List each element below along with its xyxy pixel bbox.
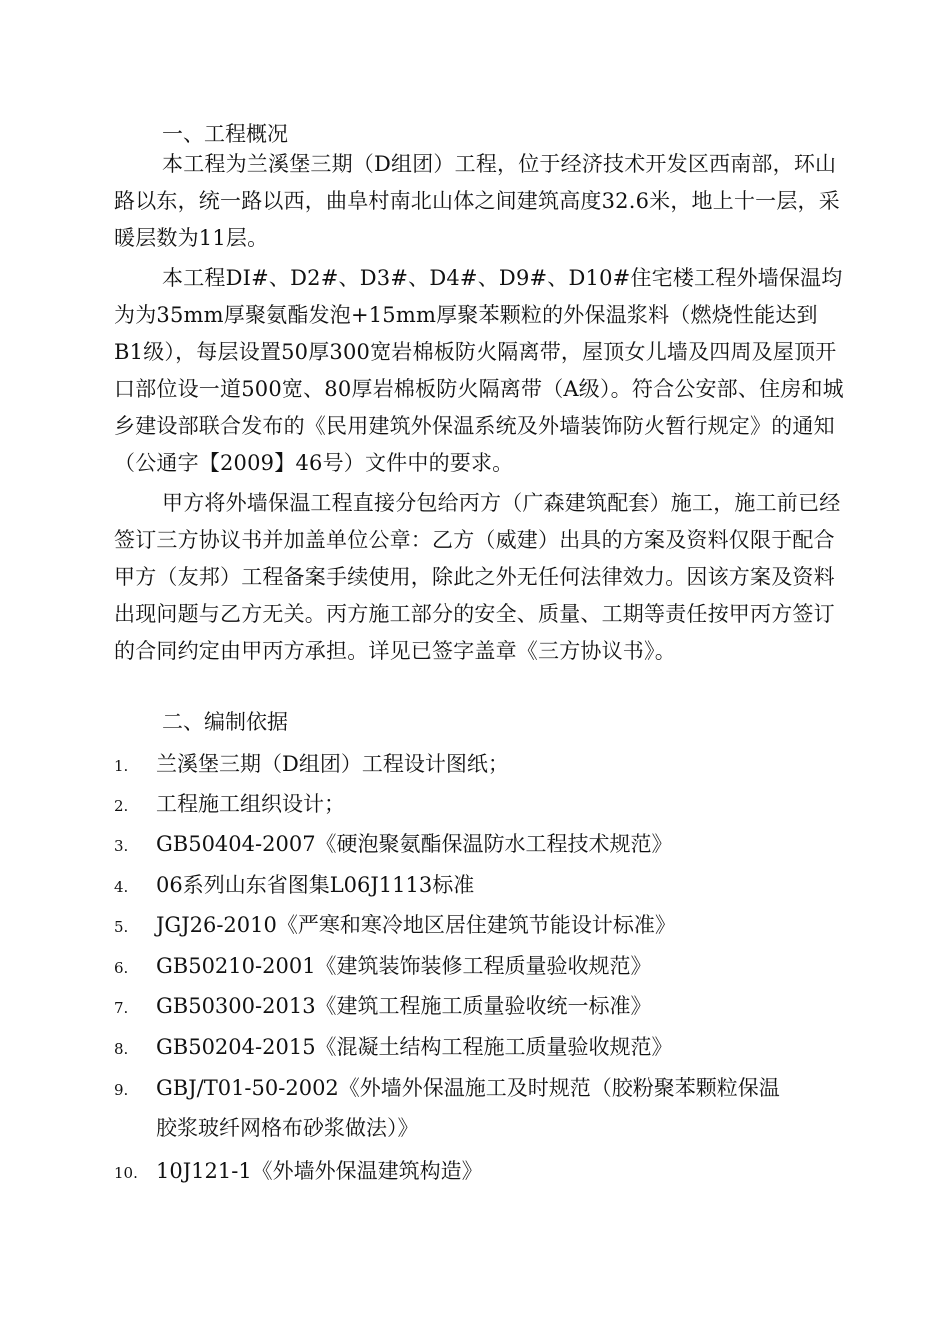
- section-heading-basis: 二、编制依据: [162, 710, 288, 734]
- list-item: [114, 1155, 483, 1185]
- list-item-number: 9.: [114, 1081, 129, 1099]
- list-item: [114, 828, 673, 858]
- list-item-number: 5.: [114, 918, 129, 936]
- list-item-text: JGJ26-2010《严寒和寒冷地区居住建筑节能设计标准》: [156, 913, 676, 937]
- list-item-number: 7.: [114, 999, 129, 1017]
- paragraph-contract-terms: 甲方将外墙保温工程直接分包给丙方（广森建筑配套）施工，施工前已经签订三方协议书并加盖单位公章：乙方（威建）出具的方案及资料仅限于配合甲方（友邦）工程备案手续使用，除此之外无任何法律效力。因该方案及资料出现问题与乙方无关。丙方施工部分的安全、质量、工期等责任按甲丙方签订的合同约定由甲丙方承担。详见已签字盖章《三方协议书》。: [114, 491, 841, 663]
- list-item-text: GB50300-2013《建筑工程施工质量验收统一标准》: [156, 994, 652, 1018]
- list-item-text: GB50204-2015《混凝土结构工程施工质量验收规范》: [156, 1035, 673, 1059]
- list-item-number: 2.: [114, 797, 129, 815]
- list-item-text: GB50404-2007《硬泡聚氨酯保温防水工程技术规范》: [156, 832, 673, 856]
- list-item: [114, 1072, 780, 1102]
- list-item-number: 8.: [114, 1040, 129, 1058]
- paragraph-insulation-spec: 本工程DI#、D2#、D3#、D4#、D9#、D10#住宅楼工程外墙保温均为为35mm厚聚氨酯发泡+15mm厚聚苯颗粒的外保温浆料（燃烧性能达到B1级），每层设置50厚300宽岩棉板防火隔离带，屋顶女儿墙及四周及屋顶开口部位设一道500宽、80厚岩棉板防火隔离带（A级）。符合公安部、住房和城乡建设部联合发布的《民用建筑外保温系统及外墙装饰防火暂行规定》的通知（公通字【2009】46号）文件中的要求。: [114, 266, 844, 475]
- list-item: [114, 748, 509, 778]
- list-item-number: 1.: [114, 757, 129, 775]
- list-item-text: 兰溪堡三期（D组团）工程设计图纸；: [156, 752, 509, 776]
- list-item: [114, 1031, 673, 1061]
- list-item-number: 3.: [114, 837, 129, 855]
- list-item: [114, 950, 652, 980]
- paragraph-project-location: 本工程为兰溪堡三期（D组团）工程，位于经济技术开发区西南部，环山路以东，统一路以西，曲阜村南北山体之间建筑高度32.6米，地上十一层，采暖层数为11层。: [114, 152, 840, 250]
- list-item-number: 6.: [114, 959, 129, 977]
- list-item: [114, 788, 345, 818]
- list-item-number: 10.: [114, 1164, 138, 1182]
- list-item-text: GBJ/T01-50-2002《外墙外保温施工及时规范（胶粉聚苯颗粒保温: [156, 1076, 780, 1100]
- list-item-text: 06系列山东省图集L06J1113标准: [156, 873, 475, 897]
- list-item-text: 10J121-1《外墙外保温建筑构造》: [156, 1159, 483, 1183]
- overview-body: [114, 146, 844, 670]
- list-item-text: GB50210-2001《建筑装饰装修工程质量验收规范》: [156, 954, 652, 978]
- list-item-number: 4.: [114, 878, 129, 896]
- section-heading-overview: 一、工程概况: [162, 122, 288, 146]
- list-item: [114, 990, 652, 1020]
- list-item: [114, 869, 474, 899]
- list-item-continuation: 胶浆玻纤网格布砂浆做法）》: [156, 1116, 419, 1140]
- list-item: [114, 909, 676, 939]
- list-item-text: 工程施工组织设计；: [156, 792, 345, 816]
